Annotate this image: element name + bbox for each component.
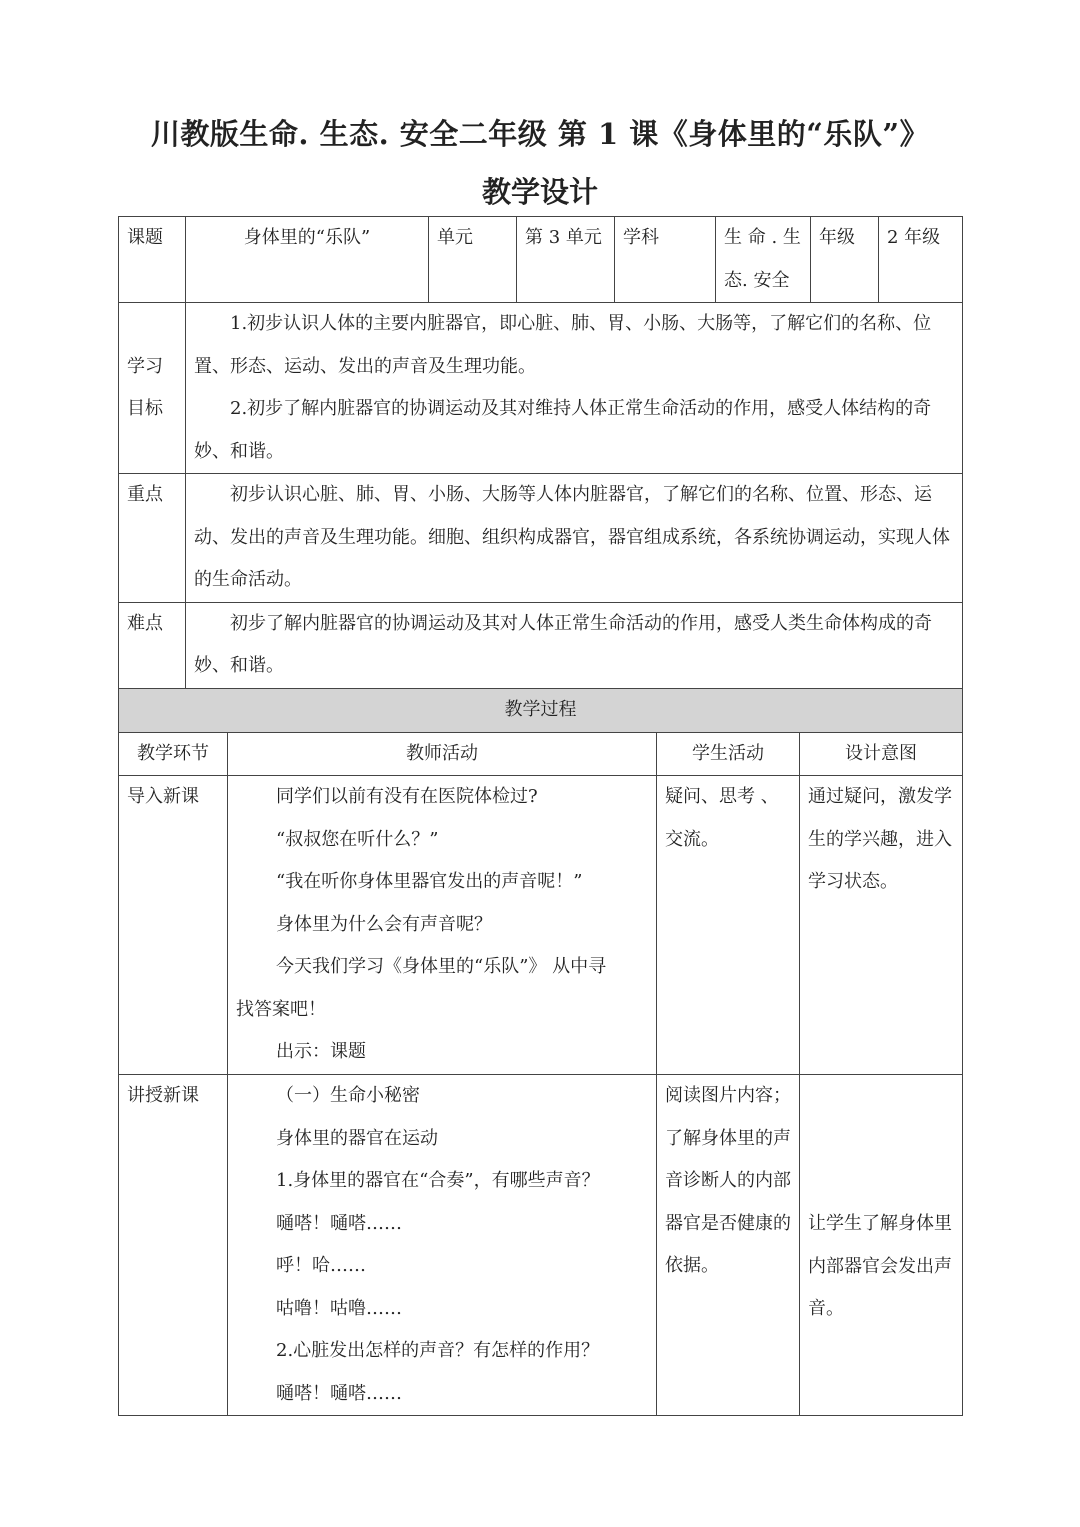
teacher-line: 今天我们学习《身体里的“乐队”》 从中寻 xyxy=(276,956,607,977)
student-activity-new-lesson xyxy=(657,1075,800,1416)
header-teacher: 教师活动 xyxy=(228,732,657,776)
unit-label: 单元 xyxy=(429,217,517,303)
process-title: 教学过程 xyxy=(119,689,963,733)
subject-value: 生 命 . 生 态. 安全 xyxy=(716,217,811,303)
teacher-line: 同学们以前有没有在医院体检过? xyxy=(276,786,538,807)
teacher-activity-new-lesson xyxy=(228,1075,657,1416)
lesson-info-table xyxy=(118,216,963,690)
design-intent-text: 让学生了解身体里内部器官会发出声音。 xyxy=(808,1213,952,1319)
teacher-line: （一）生命小秘密 xyxy=(276,1085,420,1106)
goals-label: 学习目标 xyxy=(119,303,186,474)
teaching-process-table xyxy=(118,688,963,1416)
header-intent: 设计意图 xyxy=(800,732,963,776)
teacher-activity-intro xyxy=(228,776,657,1075)
teacher-line: 呼！哈…… xyxy=(276,1255,366,1276)
subject-label: 学科 xyxy=(615,217,716,303)
goals-content xyxy=(186,303,963,474)
teacher-line: 出示：课题 xyxy=(276,1041,366,1062)
design-intent-new-lesson xyxy=(800,1075,963,1416)
teacher-line: 身体里为什么会有声音呢？ xyxy=(276,913,492,935)
student-activity-text: 疑问、思考 、交流。 xyxy=(665,786,779,850)
teacher-line: 咕噜！咕噜…… xyxy=(276,1297,402,1319)
difficulty-content xyxy=(186,602,963,689)
grade-label: 年级 xyxy=(811,217,879,303)
goal-item-1: 1.初步认识人体的主要内脏器官，即心脏、肺、胃、小肠、大肠等，了解它们的名称、位置、形态、运动、发出的声音及生理功能。 xyxy=(194,313,932,377)
unit-value: 第 3 单元 xyxy=(517,217,615,303)
difficulty-label: 难点 xyxy=(119,602,186,689)
teacher-line: “叔叔您在听什么？” xyxy=(276,828,439,850)
teacher-line: 1.身体里的器官在“合奏”，有哪些声音？ xyxy=(276,1170,600,1191)
teacher-line: 嗵嗒！嗵嗒…… xyxy=(276,1212,402,1234)
goal-item-2: 2.初步了解内脏器官的协调运动及其对维持人体正常生命活动的作用，感受人体结构的奇妙、和谐。 xyxy=(194,398,932,462)
grade-value: 2 年级 xyxy=(879,217,963,303)
student-activity-text: 阅读图片内容；了解身体里的声音诊断人的内部器官是否健康的依据。 xyxy=(665,1085,791,1276)
difficulty-text: 初步了解内脏器官的协调运动及其对人体正常生命活动的作用，感受人类生命体构成的奇妙、和谐。 xyxy=(194,612,932,676)
key-point-text: 初步认识心脏、肺、胃、小肠、大肠等人体内脏器官，了解它们的名称、位置、形态、运动、发出的声音及生理功能。细胞、组织构成器官，器官组成系统，各系统协调运动，实现人体的生命活动。 xyxy=(194,484,950,590)
key-point-label: 重点 xyxy=(119,474,186,603)
topic-value: 身体里的“乐队” xyxy=(186,217,429,303)
stage-new-lesson: 讲授新课 xyxy=(119,1075,228,1416)
document-title: 川教版生命. 生态. 安全二年级 第 1 课《身体里的“乐队”》 xyxy=(150,117,930,151)
teacher-line: 2.心脏发出怎样的声音？有怎样的作用？ xyxy=(276,1340,600,1361)
design-intent-intro xyxy=(800,776,963,1075)
header-stage: 教学环节 xyxy=(119,732,228,776)
stage-intro: 导入新课 xyxy=(119,776,228,1075)
student-activity-intro xyxy=(657,776,800,1075)
document-subtitle: 教学设计 xyxy=(481,175,598,209)
key-point-content xyxy=(186,474,963,603)
teacher-line: “我在听你身体里器官发出的声音呢！” xyxy=(276,871,583,892)
header-student: 学生活动 xyxy=(657,732,800,776)
teacher-line: 身体里的器官在运动 xyxy=(276,1127,438,1149)
design-intent-text: 通过疑问，激发学生的学兴趣，进入学习状态。 xyxy=(808,786,952,892)
teacher-line: 找答案吧！ xyxy=(236,998,326,1020)
teacher-line: 嗵嗒！嗵嗒…… xyxy=(276,1382,402,1404)
topic-label: 课题 xyxy=(119,217,186,303)
